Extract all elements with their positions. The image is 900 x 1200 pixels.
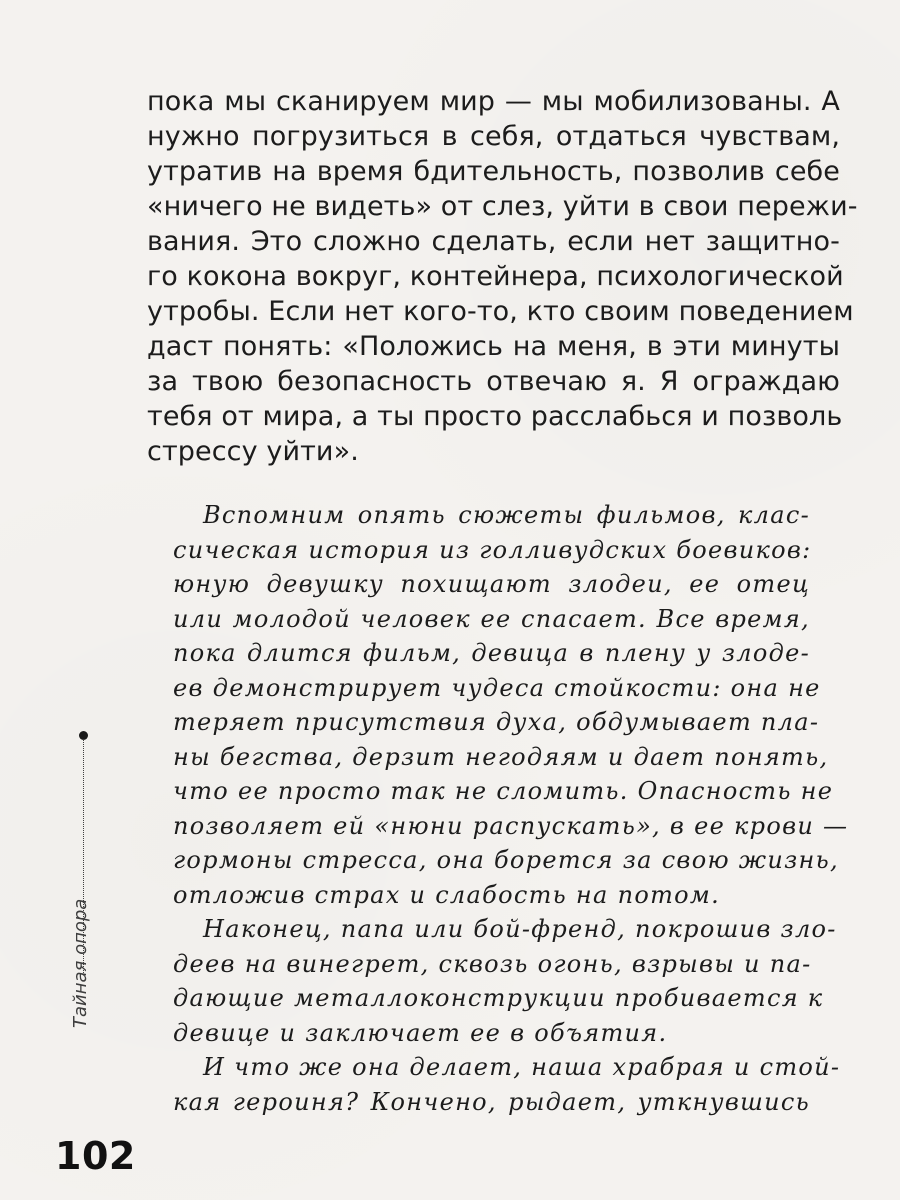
italic-line: гормоны стресса, она борется за свою жизнь, [173, 846, 839, 874]
italic-line: позволяет ей «нюни распускать», в ее крови — [173, 811, 849, 840]
italic-line: деев на винегрет, сквозь огонь, взрывы и па- [173, 949, 812, 978]
italic-line: ны бегства, дерзит негодяям и дает понять, [173, 742, 829, 771]
italic-line: кая героиня? Кончено, рыдает, уткнувшись [173, 1087, 810, 1116]
italic-line: отложив страх и слабость на потом. [173, 880, 721, 909]
page-number: 102 [55, 1134, 136, 1178]
italic-line: ев демонстрирует чудеса стойкости: она не [173, 673, 821, 702]
text-line: утробы. Если нет кого-то, кто своим поведением [147, 296, 854, 327]
text-line: пока мы сканируем мир — мы мобилизованы. А [147, 86, 840, 117]
main-text-block [147, 84, 858, 469]
text-line: даст понять: «Положись на меня, в эти минуты [147, 331, 840, 362]
italic-line: юную девушку похищают злодеи, ее отец [173, 570, 810, 598]
italic-line: что ее просто так не сломить. Опасность не [173, 777, 834, 805]
text-line: вания. Это сложно сделать, если нет защитно- [147, 226, 840, 257]
italic-line: пока длится фильм, девица в плену у злоде- [173, 639, 810, 667]
italic-line: сическая история из голливудских боевиков: [173, 535, 812, 564]
italic-line: Наконец, папа или бой-френд, покрошив зло- [203, 915, 837, 943]
italic-line: И что же она делает, наша храбрая и стой- [203, 1053, 841, 1081]
text-line: стрессу уйти». [147, 436, 359, 467]
text-line: утратив на время бдительность, позволив себе [147, 156, 840, 187]
italic-text-block [173, 498, 849, 1119]
text-line: го кокона вокруг, контейнера, психологической [147, 261, 844, 292]
text-line: тебя от мира, а ты просто расслабься и позволь [147, 401, 843, 432]
text-line: за твою безопасность отвечаю я. Я ограждаю [147, 366, 840, 397]
text-line: нужно погрузиться в себя, отдаться чувствам, [147, 121, 840, 152]
italic-line: или молодой человек ее спасает. Все время, [173, 604, 810, 633]
italic-line: девице и заключает ее в объятия. [173, 1018, 668, 1047]
running-title: Тайная опора [70, 898, 91, 1028]
text-line: «ничего не видеть» от слез, уйти в свои пережи- [147, 191, 858, 222]
italic-line: дающие металлоконструкции пробивается к [173, 984, 824, 1012]
italic-line: теряет присутствия духа, обдумывает пла- [173, 708, 820, 736]
italic-line: Вспомним опять сюжеты фильмов, клас- [203, 501, 810, 529]
